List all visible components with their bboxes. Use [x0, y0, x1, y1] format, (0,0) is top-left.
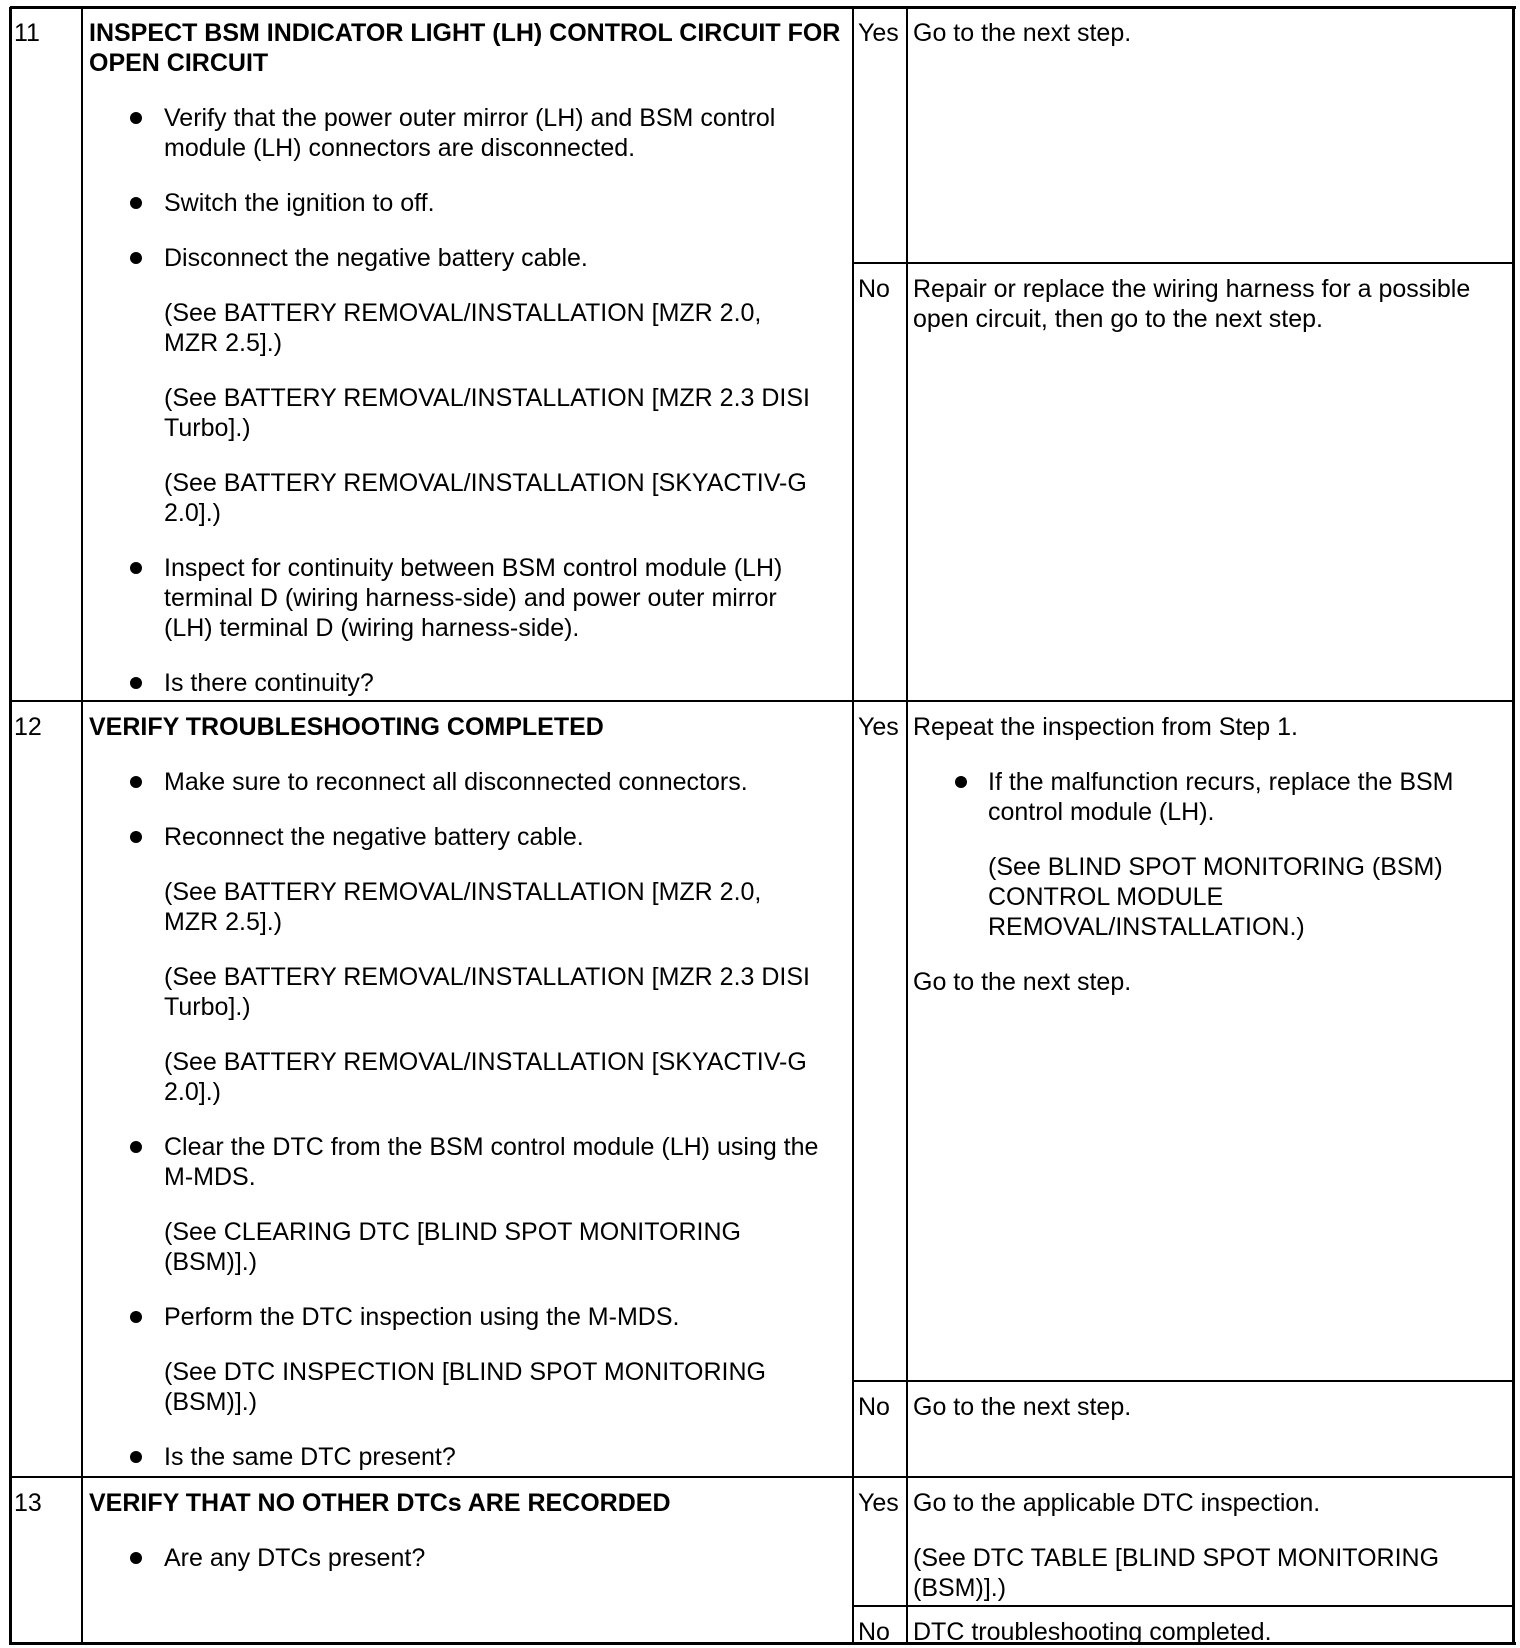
- result-action: REMOVAL/INSTALLATION.): [988, 913, 1305, 941]
- bullet-icon: [955, 776, 967, 788]
- result-divider: [853, 1605, 1515, 1607]
- step-number: 12: [14, 713, 42, 741]
- answer-no: No: [858, 275, 890, 303]
- table-border: [9, 7, 12, 1645]
- table-border: [10, 6, 1516, 9]
- result-action: DTC troubleshooting completed.: [913, 1618, 1272, 1646]
- bullet-icon: [130, 831, 142, 843]
- bullet-icon: [130, 776, 142, 788]
- answer-no: No: [858, 1618, 890, 1646]
- result-action: Go to the applicable DTC inspection.: [913, 1489, 1321, 1517]
- result-action: Go to the next step.: [913, 968, 1132, 996]
- table-border: [10, 1642, 1516, 1645]
- bullet-icon: [130, 1141, 142, 1153]
- procedure-item: Reconnect the negative battery cable.: [164, 823, 584, 851]
- procedure-item: Are any DTCs present?: [164, 1544, 426, 1572]
- reference-note: MZR 2.5].): [164, 329, 283, 357]
- result-action: control module (LH).: [988, 798, 1215, 826]
- reference-note: (See BATTERY REMOVAL/INSTALLATION [SKYACTIV-G: [164, 469, 807, 497]
- procedure-item: Is there continuity?: [164, 669, 374, 697]
- bullet-icon: [130, 197, 142, 209]
- procedure-item: Switch the ignition to off.: [164, 189, 435, 217]
- bullet-icon: [130, 112, 142, 124]
- row-divider: [10, 700, 1515, 702]
- procedure-item: Perform the DTC inspection using the M-MDS.: [164, 1303, 680, 1331]
- reference-note: 2.0].): [164, 499, 221, 527]
- result-action: (BSM)].): [913, 1574, 1007, 1602]
- procedure-item: (LH) terminal D (wiring harness-side).: [164, 614, 580, 642]
- step-title: INSPECT BSM INDICATOR LIGHT (LH) CONTROL CIRCUIT FOR: [89, 19, 841, 47]
- procedure-item: Clear the DTC from the BSM control module (LH) using the: [164, 1133, 819, 1161]
- column-divider: [81, 7, 83, 1644]
- reference-note: (See BATTERY REMOVAL/INSTALLATION [SKYACTIV-G: [164, 1048, 807, 1076]
- reference-note: (BSM)].): [164, 1248, 258, 1276]
- result-action: Go to the next step.: [913, 1393, 1132, 1421]
- result-divider: [853, 1380, 1515, 1382]
- reference-note: (See BATTERY REMOVAL/INSTALLATION [MZR 2.0,: [164, 878, 762, 906]
- step-title: OPEN CIRCUIT: [89, 49, 269, 77]
- result-action: (See DTC TABLE [BLIND SPOT MONITORING: [913, 1544, 1440, 1572]
- reference-note: (See BATTERY REMOVAL/INSTALLATION [MZR 2.3 DISI: [164, 963, 810, 991]
- result-divider: [853, 262, 1515, 264]
- answer-yes: Yes: [858, 1489, 899, 1517]
- result-action: CONTROL MODULE: [988, 883, 1224, 911]
- result-action: open circuit, then go to the next step.: [913, 305, 1323, 333]
- bullet-icon: [130, 1311, 142, 1323]
- reference-note: Turbo].): [164, 993, 251, 1021]
- row-divider: [10, 1476, 1515, 1478]
- procedure-item: Verify that the power outer mirror (LH) and BSM control: [164, 104, 776, 132]
- bullet-icon: [130, 1451, 142, 1463]
- procedure-item: Is the same DTC present?: [164, 1443, 456, 1471]
- step-number: 11: [14, 19, 40, 47]
- procedure-item: Inspect for continuity between BSM control module (LH): [164, 554, 783, 582]
- answer-no: No: [858, 1393, 890, 1421]
- bullet-icon: [130, 252, 142, 264]
- procedure-item: module (LH) connectors are disconnected.: [164, 134, 636, 162]
- table-border: [1512, 7, 1515, 1645]
- step-title: VERIFY TROUBLESHOOTING COMPLETED: [89, 713, 604, 741]
- reference-note: Turbo].): [164, 414, 251, 442]
- bullet-icon: [130, 677, 142, 689]
- reference-note: (See DTC INSPECTION [BLIND SPOT MONITORING: [164, 1358, 766, 1386]
- reference-note: (See BATTERY REMOVAL/INSTALLATION [MZR 2.0,: [164, 299, 762, 327]
- procedure-item: terminal D (wiring harness-side) and power outer mirror: [164, 584, 777, 612]
- result-action: Repeat the inspection from Step 1.: [913, 713, 1298, 741]
- reference-note: (See BATTERY REMOVAL/INSTALLATION [MZR 2.3 DISI: [164, 384, 810, 412]
- answer-yes: Yes: [858, 713, 899, 741]
- answer-yes: Yes: [858, 19, 899, 47]
- procedure-item: Disconnect the negative battery cable.: [164, 244, 588, 272]
- reference-note: (See CLEARING DTC [BLIND SPOT MONITORING: [164, 1218, 741, 1246]
- procedure-item: M-MDS.: [164, 1163, 256, 1191]
- procedure-item: Make sure to reconnect all disconnected connectors.: [164, 768, 748, 796]
- reference-note: (BSM)].): [164, 1388, 258, 1416]
- result-action: Repair or replace the wiring harness for a possible: [913, 275, 1471, 303]
- result-action: If the malfunction recurs, replace the BSM: [988, 768, 1454, 796]
- step-title: VERIFY THAT NO OTHER DTCs ARE RECORDED: [89, 1489, 671, 1517]
- result-action: (See BLIND SPOT MONITORING (BSM): [988, 853, 1443, 881]
- result-action: Go to the next step.: [913, 19, 1132, 47]
- column-divider: [906, 7, 908, 1644]
- reference-note: MZR 2.5].): [164, 908, 283, 936]
- column-divider: [852, 7, 854, 1644]
- bullet-icon: [130, 1552, 142, 1564]
- bullet-icon: [130, 562, 142, 574]
- reference-note: 2.0].): [164, 1078, 221, 1106]
- step-number: 13: [14, 1489, 42, 1517]
